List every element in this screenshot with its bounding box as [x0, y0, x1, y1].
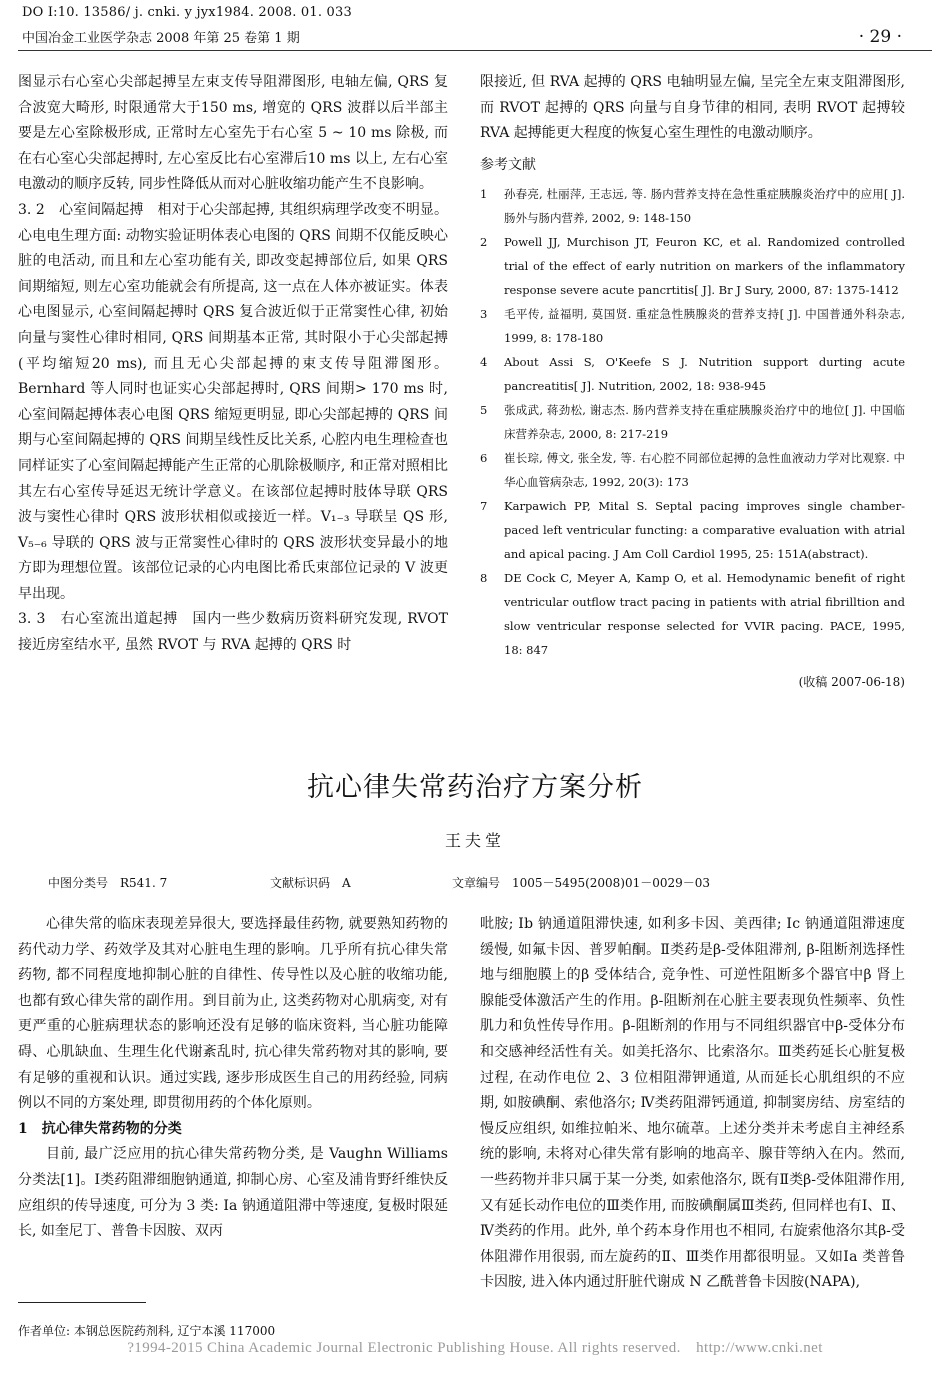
- reference-item: [480, 398, 905, 446]
- lower-left-column: [18, 912, 448, 1245]
- reference-item: [480, 494, 905, 566]
- upper-left-column: [18, 70, 448, 659]
- header-rule: [18, 50, 932, 51]
- reference-number: 1: [480, 187, 488, 202]
- reference-item: [480, 446, 905, 494]
- reference-text: Karpawich PP, Mital S. Septal pacing improves single chamber-paced left ventricular functing: a comparative evaluation with atrial and apical pacing. J Am Coll Cardiol 1995, 25: 151A(abstract).: [504, 499, 905, 562]
- copyright-watermark: ?1994-2015 China Academic Journal Electronic Publishing House. All rights reserved. http://www.cnki.net: [127, 1340, 823, 1356]
- body-paragraph: 限接近, 但 RVA 起搏的 QRS 电轴明显左偏, 呈完全左束支阻滞图形, 而 RVOT 起搏的 QRS 向量与自身节律的相同, 表明 RVOT 起搏较 RVA 起搏能更大程度的恢复心室生理性的电激动顺序。: [480, 74, 905, 142]
- section-3-3-paragraph: 3. 3 右心室流出道起搏 国内一些少数病历资料研究发现, RVOT 接近房室结水平, 虽然 RVOT 与 RVA 起搏的 QRS 时: [18, 611, 448, 654]
- article-number: 文章编号 1005－5495(2008)01－0029－03: [452, 876, 711, 890]
- reference-text: DE Cock C, Meyer A, Kamp O, et al. Hemodynamic benefit of right ventricular outflow tract pacing in patients with atrial fibrilltion and slow ventricular response selected for VVIR pacing. PACE, 1995, 18: 847: [504, 571, 905, 658]
- reference-number: 4: [480, 355, 488, 370]
- reference-item: [480, 302, 905, 350]
- received-date: (收稿 2007-06-18): [798, 675, 905, 690]
- reference-number: 2: [480, 235, 488, 250]
- body-paragraph: 图显示右心室心尖部起搏呈左束支传导阻滞图形, 电轴左偏, QRS 复合波宽大畸形, 时限通常大于150 ms, 增宽的 QRS 波群以后半部主要是左心室除极形成, 正常时左心室先于右心室 5 ~ 10 ms 除极, 而在右心室心尖部起搏时, 左心室反比右心室滞后10 ms 以上, 左右心室电激动的顺序反转, 同步性降低从而对心脏收缩功能产生不良影响。: [18, 74, 448, 193]
- upper-right-column: [480, 70, 905, 696]
- reference-list: [480, 182, 905, 662]
- page-number: · 29 ·: [858, 27, 902, 47]
- reference-text: 毛平传, 益福明, 莫国贤. 重症急性胰腺炎的营养支持[ J]. 中国普通外科杂志, 1999, 8: 178-180: [504, 307, 905, 346]
- article-author: 王夫堂: [444, 831, 505, 850]
- reference-text: 孙春亮, 杜丽萍, 王志远, 等. 肠内营养支持在急性重症胰腺炎治疗中的应用[ J]. 肠外与肠内营养, 2002, 9: 148-150: [504, 187, 905, 226]
- footnote-rule: [18, 1302, 146, 1303]
- section-1-paragraph: 目前, 最广泛应用的抗心律失常药物分类, 是 Vaughn Williams 分类法[1]。Ⅰ类药阻滞细胞钠通道, 抑制心房、心室及浦肯野纤维快反应组织的传导速度, 可分为 3 类: Ⅰa 钠通道阻滞中等速度, 复极时限延长, 如奎尼丁、普鲁卡因胺、双丙: [18, 1146, 448, 1240]
- reference-item: [480, 566, 905, 662]
- doi-line: DO I:10. 13586/ j. cnki. y jyx1984. 2008. 01. 033: [22, 5, 352, 20]
- section-3-2-paragraph: 3. 2 心室间隔起搏 相对于心尖部起搏, 其组织病理学改变不明显。心电电生理方面: 动物实验证明体表心电图的 QRS 间期不仅能反映心脏的电活动, 而且和左心室功能有关, 即改变起搏部位后, 如果 QRS 间期缩短, 则左心室功能就会有所提高, 这一点在人体亦被证实。体表心电图显示, 心室间隔起搏时 QRS 复合波近似于正常窦性心律, 初始向量与窦性心律时相同, QRS 间期基本正常, 其时限小于心尖部起搏(平均缩短20 ms), 而且无心尖部起搏的束支传导阻滞图形。Bernhard 等人同时也证实心尖部起搏时, QRS 间期> 170 ms 时, 心室间隔起搏体表心电图 QRS 缩短更明显, 即心尖部起搏的 QRS 间期与心室间隔起搏的 QRS 间期呈线性反比关系, 心腔内电生理检查也同样证实了心室间隔起搏能产生正常的心肌除极顺序, 和正常对照相比其左右心室传导延迟无统计学意义。在该部位起搏时肢体导联 QRS 波与窦性心律时 QRS 波形状相似或接近一样。V₁₋₃ 导联呈 QS 形, V₅₋₆ 导联的 QRS 波与正常窦性心律时的 QRS 波形状变异最小的地方即为理想位置。该部位记录的心内电图比希氏束部位记录的 V 波更早出现。: [18, 201, 448, 602]
- section-1-heading: 1 抗心律失常药物的分类: [18, 1120, 182, 1137]
- reference-number: 6: [480, 451, 488, 466]
- reference-item: [480, 182, 905, 230]
- reference-item: [480, 230, 905, 302]
- reference-number: 8: [480, 571, 488, 586]
- lower-right-column: [480, 912, 905, 1296]
- reference-text: Powell JJ, Murchison JT, Feuron KC, et al. Randomized controlled trial of the effect of early nutrition on markers of the inflammatory response severe acute pancrtitis[ J]. Br J Sury, 2000, 87: 1375-1412: [504, 235, 905, 298]
- reference-text: 崔长琮, 傅文, 张全发, 等. 右心腔不同部位起搏的急性血液动力学对比观察. 中华心血管病杂志, 1992, 20(3): 173: [504, 451, 905, 490]
- intro-paragraph: 心律失常的临床表现差异很大, 要选择最佳药物, 就要熟知药物的药代动力学、药效学及其对心脏电生理的影响。几乎所有抗心律失常药物, 都不同程度地抑制心脏的自律性、传导性以及心脏的收缩功能, 也都有致心律失常的副作用。到目前为止, 这类药物对心肌病变, 对有更严重的心脏病理状态的影响还没有足够的临床资料, 当心脏功能障碍、心肌缺血、生理生化代谢紊乱时, 抗心律失常药物对其的影响, 要有足够的重视和认识。通过实践, 逐步形成医生自己的用药经验, 同病例以不同的方案处理, 即贯彻用药的个体化原则。: [18, 916, 448, 1112]
- reference-number: 7: [480, 499, 488, 514]
- classification-number: 中图分类号 R541. 7: [48, 876, 168, 890]
- document-code: 文献标识码 A: [270, 876, 351, 890]
- reference-text: About Assi S, O'Keefe S J. Nutrition support durting acute pancreatitis[ J]. Nutrition, 2002, 18: 938-945: [504, 355, 905, 394]
- reference-number: 3: [480, 307, 488, 322]
- author-affiliation: 作者单位: 本钢总医院药剂科, 辽宁本溪 117000: [18, 1324, 276, 1338]
- reference-item: [480, 350, 905, 398]
- references-heading: 参考文献: [480, 156, 536, 173]
- article-title: 抗心律失常药治疗方案分析: [307, 772, 643, 803]
- reference-number: 5: [480, 403, 488, 418]
- journal-header: 中国冶金工业医学杂志 2008 年第 25 卷第 1 期: [22, 31, 300, 46]
- body-paragraph: 吡胺; Ⅰb 钠通道阻滞快速, 如利多卡因、美西律; Ⅰc 钠通道阻滞速度缓慢, 如氟卡因、普罗帕酮。Ⅱ类药是β-受体阻滞剂, β-阻断剂选择性地与细胞膜上的β 受体结合, 竞争性、可逆性阻断多个器官中β 肾上腺能受体激活产生的作用。β-阻断剂在心脏主要表现负性频率、负性肌力和负性传导作用。β-阻断剂的作用与不同组织器官中β-受体分布和交感神经活性有关。如美托洛尔、比索洛尔。Ⅲ类药延长心脏复极过程, 在动作电位 2、3 位相阻滞钾通道, 从而延长心肌组织的不应期, 如胺碘酮、索他洛尔; Ⅳ类药阻滞钙通道, 抑制窦房结、房室结的慢反应组织, 如维拉帕米、地尔硫䓬。上述分类并未考虑自主神经系统的影响, 未将对心律失常有影响的地高辛、腺苷等纳入在内。然而, 一些药物并非只属于某一分类, 如索他洛尔, 既有Ⅱ类β-受体阻滞作用, 又有延长动作电位的Ⅲ类作用, 而胺碘酮属Ⅲ类药, 但同样也有Ⅰ、Ⅱ、Ⅳ类药的作用。此外, 单个药本身作用也不相同, 右旋索他洛尔其β-受体阻滞作用很弱, 而左旋药的Ⅱ、Ⅲ类作用都很明显。又如Ⅰa 类普鲁卡因胺, 进入体内通过肝脏代谢成 N 乙酰普鲁卡因胺(NAPA),: [480, 916, 905, 1291]
- reference-text: 张成武, 蒋劲松, 谢志杰. 肠内营养支持在重症胰腺炎治疗中的地位[ J]. 中国临床营养杂志, 2000, 8: 217-219: [504, 403, 905, 442]
